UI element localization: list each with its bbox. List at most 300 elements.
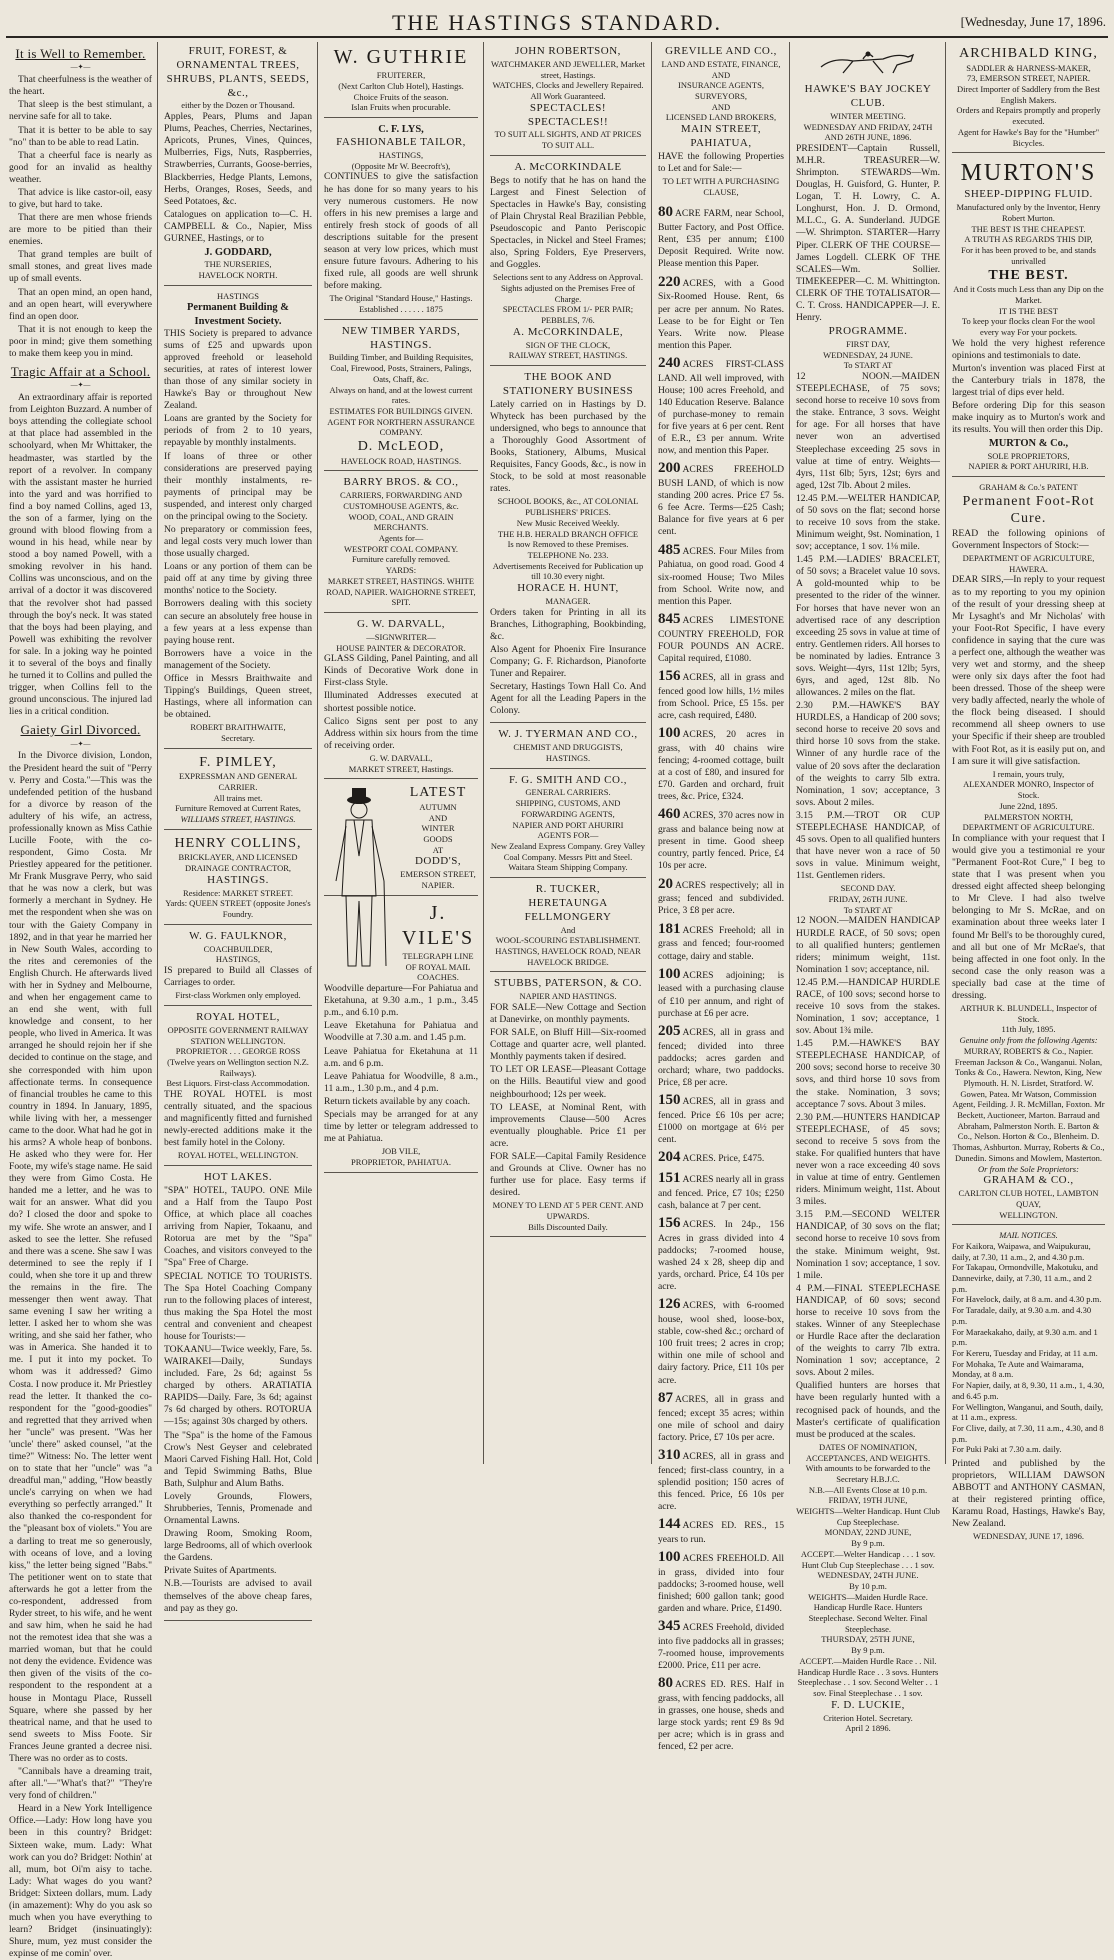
mail-schedule-item: For Kereru, Tuesday and Friday, at 11 a.m. (952, 1347, 1098, 1358)
ornament: —✦— (70, 63, 91, 72)
advert-body: The Original "Standard House," Hastings. (329, 293, 473, 304)
advert-line: AUTUMN (419, 801, 457, 812)
mail-schedule-item: For Mohaka, Te Aute and Waimarama, Monday, at 8 a.m. (952, 1358, 1084, 1380)
race-entry: 12.45 P.M.—HANDICAP HURDLE RACE, of 100 sovs; second horse to receive 10 sovs from the stakes. Nomination, 1 sov; acceptance, 1 sov. About 1¾ mile. (796, 976, 940, 1037)
advert-body: The "Spa" is the home of the Famous Crow's Nest Geyser and celebrated Maori Carved Fishing Hall. Hot, Cold and Tepid Swimming Baths, Blue Bath, Sulphur and Alum Baths. (164, 1429, 312, 1489)
advert-line: GOODS (423, 833, 453, 844)
advert-body: Building Timber, and Building Requisites, Coal, Firewood, Posts, Strainers, Palings, Oats, Chaff, &c. (328, 352, 474, 384)
advert-body: If loans of three or other considerations are preserved paying their monthly instalments, re-payments of principal may be suspended, and interest only charged on the principal owing to the Society. (164, 450, 312, 522)
advert-body: THE H.B. HERALD BRANCH OFFICE (497, 528, 639, 539)
column-rule (945, 42, 946, 1464)
advertiser-name: C. F. LYS, (378, 124, 424, 135)
advert-body: Borrowers dealing with this society can secure an absolutely free house in a few years at a less expense than paying house rent. (164, 598, 312, 646)
advert-body: And (560, 924, 576, 935)
advert-address: MAIN STREET, PAHIATUA, (680, 123, 762, 149)
advert-title: SADDLER & HARNESS-MAKER, (966, 62, 1091, 73)
lot-description: ACRES LIMESTONE COUNTRY FREEHOLD, FOR FOUR POUNDS AN ACRE. Capital required, £1080. (658, 614, 784, 664)
advert-body: SOLE PROPRIETORS, (987, 450, 1070, 461)
advertiser-name: GRAHAM & CO., (983, 1174, 1074, 1187)
lot-acreage: 150 (658, 1091, 681, 1108)
article-paragraph: Heard in a New York Intelligence Office.—Lady: How long have you been in this country? Bridget: Sixteen wake, mum. Lady: What work can you do? Bridget: Nothin' at all, mum, bot Oi'm aisy to tache. Lady: What wages do you want? Bridget: Sixteen dollars, mum. Lady (in amazement): Why do you ask so much when you have everything to learn? Bridget (insinuatingly): Shure, mum, yez must consider the expinse of me comin' over. (9, 1803, 152, 1960)
advert-murtons-dip (952, 155, 1105, 477)
race-entry: 12.45 P.M.—WELTER HANDICAP, of 50 sovs on the flat; second horse to receive 10 sovs from the stake. Minimum weight, 9st. Nomination, 1 sov; acceptance, 1 sov. 1⅛ mile. (796, 492, 940, 553)
advert-subtitle: TO LET WITH A PURCHASING CLAUSE, (662, 175, 780, 197)
advert-nursery (164, 42, 312, 286)
newspaper-title: THE HASTINGS STANDARD. (391, 10, 723, 35)
advert-body: To keep your flocks clean For the wool every way For your pockets. (961, 316, 1096, 337)
lot-acreage: 345 (658, 1618, 681, 1635)
advert-title: FASHIONABLE TAILOR, (336, 136, 466, 149)
lot-acreage: 100 (658, 965, 681, 982)
mail-schedule-item: For Napier, daily, at 8, 9.30, 11 a.m., 1, 4.30, and 6.45 p.m. (952, 1380, 1105, 1401)
lot-description: ACRES FREEHOLD. All in grass, divided into four paddocks; 3-roomed house, well finished; 600 gallon tank; good garden and whare. Price, £1490. (658, 1552, 784, 1615)
advert-body: MANAGER. (545, 595, 591, 606)
property-lot (658, 875, 784, 918)
advert-body: Is now Removed to these Premises. (507, 539, 629, 550)
article-headline: Gaiety Girl Divorced. (20, 722, 141, 738)
testimonial-letter: In compliance with your request that I would give you a testimonial re your "Permanent Foot-Rot Cure," I beg to state that I was present when you dressed eight affected sheep belonging to Mr Cleve. I had also twelve belonging to Mr S. McRae, and on examination about three weeks later I found Mr Bell's to be thoroughly cured, and all but one of Mr McRae's, that being affected in one foot only. In the second case the only reason was a specially bad case at the time of dressing. (952, 832, 1105, 1001)
advert-mccorkindale (490, 158, 646, 366)
advert-address: ROYAL HOTEL, WELLINGTON. (177, 1150, 299, 1161)
advert-body: FOR SALE, on Bluff Hill—Six-roomed Cottage and quarter acre, well planted. Monthly payments taken if desired. (490, 1027, 646, 1063)
lot-acreage: 80 (658, 204, 673, 221)
notice-subtitle: DATES OF NOMINATION, ACCEPTANCES, AND WEIGHTS. (805, 1441, 931, 1463)
advert-body: Return tickets available by any coach. (324, 1095, 470, 1107)
advert-body: WATCHES, Clocks and Jewellery Repaired. (492, 80, 644, 91)
notice-body: By 9 p.m. (851, 1645, 885, 1656)
advert-body: HAVE the following Properties to Let and for Sale:— (658, 150, 784, 174)
article-paragraph: That it is better to be able to say "no" than to be able to read Latin. (9, 124, 152, 148)
property-lot (658, 920, 784, 963)
advert-body: Begs to notify that he has on hand the Largest and Finest Selection of Spectacles in Hawke's Bay, consisting of Plain Chrystal Real Brazilian Pebble, Pseudoscopic and Panto Periscopic Spectacles, in Nickel and Steel Frames; also, Spring Folders, Eye Preservers, and Goggles. (490, 174, 646, 271)
advert-barry-bros (324, 473, 478, 613)
advert-building-society (164, 288, 312, 749)
advert-address: MARKET STREET, HASTINGS. WHITE ROAD, NAPIER. WAIGHORNE STREET, SPIT. (326, 575, 476, 608)
advert-body: And it Costs much Less than any Dip on the Market. (953, 284, 1104, 305)
article-paragraph: That advice is like castor-oil, easy to give, but hard to take. (9, 186, 152, 210)
advert-subtitle: HOUSE PAINTER & DECORATOR. (336, 642, 466, 653)
advert-body: ESTIMATES FOR BUILDINGS GIVEN. (329, 405, 473, 416)
advert-body: Woodville departure—For Pahiatua and Eketahuna, at 9.30 a.m., 1 p.m., 3.45 p.m., and 6.10 p.m. (324, 983, 478, 1019)
advert-book-stationery (490, 368, 646, 723)
column-4 (485, 42, 651, 1464)
advert-body: CONTINUES to give the satisfaction he has done for so many years to his very numerous customers. He now offers in his new premises a large and entirely fresh stock of goods of all descriptions suitable for the present season at very low prices, which must ensure future favours. Adhering to his fixed rule, all goods are well shrunk before making. (324, 171, 478, 292)
advert-body: Also Agent for Phoenix Fire Insurance Company; G. F. Richardson, Pianoforte Tuner and Repairer. (490, 643, 646, 679)
advert-foot-rot-cure (952, 479, 1105, 1225)
advert-title: NEW TIMBER YARDS, HASTINGS. (341, 324, 461, 351)
ornament: —✦— (70, 381, 91, 390)
article-paragraph: In the Divorce division, London, the President heard the suit of "Perry v. Perry and Costa."—This was the undefended petition of the husband for a divorce by reason of the adultery of his wife, an actress, professionally known as Miss Cathie Lucille Foote, with the co-respondent, Gimo Costa. Mr Priestley appeared for the petitioner. Mr Frank Musgrave Perry, who said that he was now a clerk, but was formerly a merchant in Sydney. He met the respondent when she was on tour with the Gaiety Company in 1892, and in that year he married her in New South Wales, according to the rites and ceremonies of the English Church. He afterwards lived with her in Sydney and Melbourne, and when her engagement came to an end she went, with full knowledge and consent, to her people, who lived in America. It was arranged he should rejoin her if she decided to continue on the stage, and she corresponded with him upon affectionate terms. In consequence of financial troubles he came to this country in 1894. In January, 1895, while living with her, a messenger came to the door. What had he got in his arms? A whole heap of bonbons. He asked who they were for. Her Foote, my wife's stage name. He said they were from Gimo Costa. He handed me a letter, and he was to wait for an answer. What did you do? I closed the door and spoke to my wife. She wrote an answer, and I asked to see the letter. She refused and there was a scene. She saw I was determined to see the reply if I could, when she tore it up and threw the remains in the fire. The messenger then went away. That same evening I saw her writing a letter. I asked her to whom she was writing, and she said her father, who was in America. She handed it to me. I put it into my pocket. To whom was it addressed? Gimo Costa. I now produce it. Mr Priestley read the letter. It thanked the co-respondent for the "good-goodies" and regretted that they arrived when her "uncle" was present. "Was her 'uncle' there" asked counsel, "at the time?" Witness: No. The letter went on to state that her "uncle" was "a dreadful man," adding, "How beastly uncle's carrying on when we had everything so perfectly arranged." It also thanked the co-respondent for the "pleasant box of violets." You are a darling to treat me so generously, with oceans of love, and a loving kiss," the letter being signed "Babs." The petitioner went on to state that afterwards he got a letter from the co-respondent, addressed from Ryder street, to his wife, and he went and saw him, when he said he had not the remotest idea that she was a married woman, but that he could not deny the evidence. Evidence was then given of the visits of the co-respondent to the respondent at a house in Montagu Place, Russell Square, where she passed by her theatrical name, and that he used to send sweets to Miss Foote. Sir Frances Jeune granted a decree nisi. There was no order as to costs. (9, 750, 152, 1764)
advert-line: AND (711, 69, 731, 80)
article-headline: Tragic Affair at a School. (10, 363, 151, 379)
lot-acreage: 156 (658, 667, 681, 684)
advert-body: Leave Pahiatua for Woodville, 8 a.m., 11 a.m., 1.30 p.m., and 4 p.m. (324, 1070, 478, 1094)
lot-description: ACRES. Price, £475. (682, 1153, 765, 1165)
advert-body: Loans or any portion of them can be paid off at any time by giving three months' notice to the Society. (164, 561, 312, 597)
lot-description: ACRES. Four Miles from Pahiatua, on good road. Good 4 six-roomed House; Two Miles from School. Write now, and mention this Paper. (658, 545, 784, 607)
advert-body: DEPARTMENT OF AGRICULTURE, HAWERA. (962, 553, 1095, 574)
advertiser-name: W. J. TYERMAN AND CO., (498, 728, 638, 741)
article-paragraph: That a cheerful face is nearly as good for an invalid as healthy weather. (9, 149, 152, 185)
race-entry: 12 NOON.—MAIDEN HANDICAP HURDLE RACE, of 50 sovs; open to all qualified hunters; gentlemen riders; minimum weight, 11st. Nomination 1 sov; acceptance, nil. (796, 915, 940, 975)
lot-acreage: 156 (658, 1214, 681, 1231)
advert-body: TO LEASE, at Nominal Rent, with improvements Clause—500 Acres eventually ploughable. Price £1 per acre. (490, 1101, 646, 1149)
advert-tyerman (490, 725, 646, 768)
advert-body: IT IS THE BEST (999, 305, 1058, 316)
advert-body: Before ordering Dip for this season make inquiry as to Murton's work and its results. You will then order this Dip. (952, 400, 1105, 436)
advert-body: TOKAANU—Twice weekly, Fare, 5s. WAIRAKEI—Daily, Sundays included. Fare, 2s 6d; against 5s charged by others. ARATIATIA RAPIDS—Daily. Fare, 3s 6d; against 7s 6d charged by others. ROTORUA—15s; against 30s charged by others. (164, 1343, 312, 1428)
day-date: MONDAY, 22ND JUNE, (824, 1527, 912, 1538)
property-listings (658, 203, 784, 1753)
day-date: WEDNESDAY, 24TH JUNE. (817, 1570, 919, 1581)
lot-description: ACRES, with a Good Six-Roomed House. Rent, 6s per acre per annum. No Rates. Lease to be for Eight or Ten Years. Write now. Please mention this Paper. (658, 277, 784, 351)
advert-dodds (324, 781, 478, 895)
advert-body: WESTPORT COAL COMPANY. (343, 543, 459, 554)
advert-body: All trains met. (213, 792, 263, 803)
day-heading: SECOND DAY. (840, 883, 896, 894)
notice-signature: F. D. LUCKIE, (831, 1698, 905, 1711)
mail-schedule-item: For Clive, daily, at 7.30, 11 a.m., 4.30, and 8 p.m. (952, 1422, 1104, 1444)
advert-guthrie (324, 42, 478, 118)
article-paragraph: That grand temples are built of small stones, and great lives made up of small events. (9, 249, 152, 285)
imprint: Printed and published by the proprietors, WILLIAM DAWSON ABBOTT and ANTHONY CASMAN, at their registered printing office, Karamu Road, Hastings, Hawke's Bay, New Zealand. (952, 1458, 1105, 1530)
mail-schedule-item: For Taradale, daily, at 9.30 a.m. and 4.30 p.m. (952, 1305, 1092, 1326)
column-6 (791, 42, 945, 1734)
advert-body: THE ROYAL HOTEL is most centrally situated, and the spacious and magnificently fitted and furnished newly-erected additions make it the best family hotel in the Colony. (164, 1089, 312, 1149)
notice-title: HAWKE'S BAY JOCKEY CLUB. (804, 83, 932, 109)
advertiser-name: JOHN ROBERTSON, (515, 45, 621, 57)
advertiser-name: HORACE H. HUNT, (517, 582, 619, 595)
lot-acreage: 87 (658, 1389, 673, 1406)
property-lot (658, 1446, 784, 1513)
advert-body: Or from the Sole Proprietors: (978, 1163, 1079, 1174)
lot-description: ACRES FREEHOLD BUSH LAND, of which is now standing 200 acres. Price £7 5s. 6 fee Acre. Terms—£25 Cash; Balance for five years at 6 per cent. (658, 464, 784, 538)
advert-body: THIS Society is prepared to advance sums of £25 and upwards upon approved freehold or leasehold securities, at rates of interest lower than those of any similar society in Hawke's Bay or throughout New Zealand. (164, 327, 312, 412)
advert-hot-lakes (164, 1168, 312, 1621)
advert-body: GLASS Gilding, Panel Painting, and all Kinds of Decorative Work done in First-class Style. (324, 653, 478, 689)
lot-acreage: 205 (658, 1022, 681, 1039)
column-2 (159, 42, 317, 1614)
advert-title: COACHBUILDER, (203, 943, 273, 954)
lot-acreage: 80 (658, 1675, 673, 1692)
start-label: To START AT (843, 360, 893, 371)
advert-faulknor (164, 927, 312, 1006)
property-lot (658, 354, 784, 457)
advert-body: FOR SALE—New Cottage and Section at Danevirke, on monthly payments. (490, 1002, 646, 1026)
advert-stubbs-paterson (490, 974, 646, 1237)
advert-address: HAVELOCK NORTH. (198, 269, 278, 280)
advert-body: Specials may be arranged for at any time by letter or telegram addressed to me at Pahiatua. (324, 1108, 478, 1145)
advert-body: We hold the very highest reference opinions and testimonials to date. (952, 337, 1105, 361)
advert-title: CARRIERS, FORWARDING AND CUSTOMHOUSE AGENTS, &c. (339, 490, 463, 511)
agent-list: MURRAY, ROBERTS & Co., Napier. Freeman Jackson & Co., Wanganui. Nolan, Tonks & Co., Hawera. Newton, King, New Plymouth. H. N. Lisrdet, Stratford. W. Gowen, Patea. Mr Watson, Commission Agent, Feilding. J. R. McMillan, Foxton. Mr Beckett, Auctioneer, Marton. Barraud and Abraham, Palmerston North. E. Barton & Co., Nelson. Horton & Co., Blenheim. D. Thomas, Ashburton. Murray, Roberts & Co., Dunedin. Simons and Mowlem, Masterton. (952, 1045, 1105, 1163)
advert-title: CHEMIST AND DRUGGISTS, (513, 742, 623, 753)
lot-acreage: 845 (658, 610, 681, 627)
advert-signature: JOB VILE, (381, 1146, 421, 1157)
lot-description: ACRES, 20 acres in grass, with 40 chains wire fencing; 4-roomed cottage, built at a cost of £80, and insured for £70. Garden and orchard, fruit trees, &c. Price, £324. (658, 729, 784, 803)
advert-body: Orders taken for Printing in all its Branches, Lithographing, Bookbinding, &c. (490, 606, 646, 642)
advert-body: SPECTACLES FROM 1/- PER PAIR; PEBBLES, 7/6. (502, 304, 634, 326)
advert-body: TELEPHONE No. 233. (527, 549, 609, 560)
advert-address: WELLINGTON. (999, 1209, 1058, 1220)
advert-address: Yards: QUEEN STREET (opposite Jones's Foundry. (165, 898, 311, 920)
advert-title: FRUIT, FOREST, & ORNAMENTAL TREES, SHRUBS, PLANTS, SEEDS, &c., (166, 45, 310, 99)
advertiser-name: MURTON & Co., (988, 438, 1069, 450)
property-lot (658, 1148, 784, 1167)
advert-body: Advertisements Received for Publication up till 10.30 every night. (492, 560, 644, 582)
advert-body: No preparatory or commission fees, and legal costs very much lower than those usually charged. (164, 524, 312, 560)
advertiser-name: D. McLEOD, (357, 439, 445, 455)
advert-body: READ the following opinions of Government Inspectors of Stock:— (952, 527, 1105, 551)
lot-acreage: 485 (658, 541, 681, 558)
lot-description: ACRES FIRST-CLASS LAND. All well improved, with House; 100 acres Freehold, and 140 Education Reserve. Balance of purchase-money to remain for five years at 6 per cent. Rent of E.R., £3 per annum. Write now, and mention this Paper. (658, 358, 784, 457)
advert-fg-smith (490, 771, 646, 878)
advert-town: HASTINGS. (545, 752, 591, 763)
advert-body: Borrowers have a voice in the management of the Society. (164, 647, 312, 671)
advert-slogan: THE BEST. (988, 267, 1069, 283)
lot-acreage: 204 (658, 1149, 681, 1166)
notice-title: MAIL NOTICES. (999, 1230, 1058, 1241)
advert-title: LATEST (409, 785, 467, 801)
article-paragraph: That an open mind, an open hand, and an open heart, will everywhere find an open door. (9, 286, 152, 322)
advert-subtitle: WOOL-SCOURING ESTABLISHMENT. (495, 935, 641, 946)
mail-schedule-item: For Wellington, Wanganui, and South, daily, at 11 a.m., express. (952, 1401, 1103, 1423)
advert-signature: Secretary. (221, 732, 255, 743)
advert-body: Lately carried on in Hastings by D. Whyteck has been purchased by the undersigned, who begs to announce that a Thoroughly Good Assortment of Books, Stationery, Albums, Musical Requisites, Fancy Goods, &c., is now in Stock, to be sold at most reasonable rates. (490, 398, 646, 495)
advertiser-name: R. TUCKER, (535, 883, 601, 896)
advert-label: HASTINGS (216, 290, 260, 301)
advert-body: DEPARTMENT OF AGRICULTURE. (962, 822, 1095, 833)
advertiser-name: DODD'S, (414, 855, 462, 868)
lot-acreage: 100 (658, 725, 681, 742)
mail-schedule-item: For Puki Paki at 7.30 a.m. daily. (952, 1444, 1062, 1455)
advert-line: INSURANCE AGENTS, (678, 80, 764, 91)
advert-line: WINTER (421, 823, 455, 834)
advert-lys (324, 120, 478, 320)
advert-body: New Zealand Express Company. Grey Valley Coal Company. Messrs Pitt and Steel. Waitara Steam Shipping Company. (490, 840, 646, 873)
advert-title: NAPIER AND HASTINGS. (519, 991, 617, 1002)
advert-body: TO LET OR LEASE—Pleasant Cottage on the Hills. Beautiful view and good neighbourhood; 12s per week. (490, 1064, 646, 1100)
advert-address: MARKET STREET, Hastings. (348, 763, 454, 774)
lot-acreage: 100 (658, 1548, 681, 1565)
advert-body: Choice Fruits of the season. (353, 91, 449, 102)
advert-body: N.B.—Tourists are advised to avail themselves of the above cheap fares, and pay as they go. (164, 1578, 312, 1614)
ornament: —✦— (70, 739, 91, 748)
advert-title: THE BOOK AND STATIONERY BUSINESS (502, 371, 634, 397)
mail-schedule-item: For Takapau, Ormondville, Makotuku, and Dannevirke, daily, at 7.30, 11 a.m., and 2 p.m. (952, 1262, 1098, 1294)
advert-line: SURVEYORS, (695, 90, 747, 101)
advert-signature: ARTHUR K. BLUNDELL, Inspector of Stock. (960, 1003, 1097, 1024)
lot-description: ACRES, all in grass and fenced; except 35 acres; within one mile of school and dairy factory. Price, £7 10s per acre. (658, 1393, 784, 1443)
lot-description: ACRES respectively; all in grass; fenced and subdivided. Price, 3 £8 per acre. (658, 879, 784, 917)
imprint-date: WEDNESDAY, JUNE 17, 1896. (973, 1531, 1084, 1542)
advert-subtitle: either by the Dozen or Thousand. (181, 100, 295, 111)
advert-address: Residence: MARKET STREET. (183, 887, 293, 898)
advert-body: SPECIAL NOTICE TO TOURISTS. The Spa Hotel Coaching Company run to the following places of interest, thus making the Spa Hotel the most central and convenient and cheapest house for Tourists:— (164, 1270, 312, 1342)
article-paragraph: That sleep is the best stimulant, a nervine safe for all to take. (9, 99, 152, 123)
advert-body: Manufactured only by the Inventor, Henry Robert Murton. (956, 202, 1101, 224)
racehorse-illustration (813, 47, 923, 77)
advert-town: HASTINGS, (378, 150, 424, 161)
advert-body: New Music Received Weekly. (516, 517, 620, 528)
advertiser-name: MURTON'S (960, 160, 1097, 187)
advert-body: A TRUTH AS REGARDS THIS DIP, (964, 234, 1093, 245)
masthead (6, 4, 1108, 38)
lot-description: ACRE FARM, near School, Butter Factory, and Post Office. Rent, £35 per annum; £100 Deposit Required. Write now. Please mention this Paper. (658, 208, 784, 270)
property-lot (658, 273, 784, 352)
lot-acreage: 20 (658, 875, 673, 892)
property-lot (658, 1022, 784, 1089)
advert-body: PROPRIETOR . . . GEORGE ROSS (175, 1046, 301, 1057)
notice-officers: PRESIDENT—Captain Russell, M.H.R. TREASURER—W. Shrimpton. STEWARDS—Wm. Douglas, H. Guisford, G. Hunter, P. Logan, T. H. Lowry, C. A. Longhurst, Hon. J. D. Ormond, M.L.C., G. A. Sunderland. JUDGE—W. Shrimpton. STARTER—Harry Piper. CLERK OF THE COURSE—James Logdell. CLERK OF THE SCALES—Wm. Sollier. TIMEKEEPER—C. M. Whittington. CLERK OF THE TOTALISATOR—C. T. Cross. HANDICAPPER—J. E. Henry. (796, 142, 940, 323)
advertiser-name: A. McCORKINDALE, (512, 325, 624, 338)
property-lot (658, 459, 784, 538)
property-lot (658, 1091, 784, 1146)
advert-body: For it has been proved to be, and stands unrivalled (961, 245, 1096, 266)
advert-body: WOOD, COAL, AND GRAIN MERCHANTS. (348, 511, 454, 533)
lot-description: ACRES ED. RES., 15 years to run. (658, 1519, 784, 1545)
column-rule (651, 42, 652, 1464)
notice-signature: April 2 1896. (845, 1723, 891, 1734)
lot-acreage: 220 (658, 273, 681, 290)
advert-body: Office in Messrs Braithwaite and Tipping's Buildings, Queen street, Hastings, where all information can be obtained. (164, 672, 312, 721)
advert-town: HASTINGS. (207, 873, 269, 886)
advert-body: Catalogues on application to—C. H. CAMPBELL & Co., Napier, Miss GURNEE, Hastings, or to (164, 208, 312, 244)
article-headline: It is Well to Remember. (15, 46, 146, 61)
advert-robertson (490, 42, 646, 156)
advert-line: LAND AND ESTATE, FINANCE, (661, 58, 781, 69)
advert-pimley (164, 751, 312, 830)
advert-body: Orders and Repairs promptly and properly executed. (956, 105, 1101, 127)
notice-body: WEIGHTS—Welter Handicap. Hunt Club Cup Steeplechase. (796, 1506, 940, 1527)
article-paragraph: That there are men whose friends are more to be pitied than their enemies. (9, 212, 152, 248)
advert-title: ROYAL HOTEL, (196, 1010, 280, 1023)
lot-description: ACRES, all in grass and fenced; divided into three paddocks; acres garden and orchard; whare, two paddocks. Price, £8 per acre. (658, 1026, 784, 1088)
advert-body: Murton's invention was placed First at the Canterbury trials in 1878, the largest trial of dips ever held. (952, 362, 1105, 399)
start-label: To START AT (843, 904, 893, 915)
advert-king-saddler (952, 42, 1105, 153)
column-1 (4, 42, 157, 1960)
advert-body: Loans are granted by the Society for periods of from 2 to 10 years, repayable by monthly instalments. (164, 413, 312, 449)
notice-dates: WEDNESDAY AND FRIDAY, 24TH AND 26TH JUNE, 1896. (803, 121, 933, 143)
advertiser-name: J. VILE'S (401, 901, 475, 949)
notice-body: Qualified hunters are horses that have been regularly hunted with a recognised pack of hounds, and the Master's certificate of qualification must be produced at the scales. (796, 1380, 940, 1440)
notice-subtitle: WINTER MEETING. (830, 110, 906, 121)
advert-body: All Work Guaranteed. (530, 90, 606, 101)
advert-body: Direct Importer of Saddlery from the Best English Makers. (956, 84, 1101, 105)
gentleman-illustration (324, 786, 394, 976)
advert-title: Permanent Building & Investment Society. (186, 302, 290, 327)
advert-body: Agent for Hawke's Bay for the "Humber" Bicycles. (957, 126, 1100, 148)
column-5 (653, 42, 789, 1753)
column-3 (319, 42, 483, 1464)
advert-greville (658, 42, 784, 201)
mail-notices (952, 1227, 1105, 1546)
advert-body: IS prepared to Build all Classes of Carriages to order. (164, 965, 312, 989)
advert-signature: PROPRIETOR, PAHIATUA. (351, 1156, 451, 1167)
advert-timber-yards (324, 322, 478, 472)
advert-body: AGENTS FOR— (537, 830, 599, 841)
advert-signature: G. W. DARVALL, (369, 752, 433, 763)
lot-description: ACRES, with 6-roomed house, wool shed, loose-box, stable, cow-shed &c.; orchard of 100 fruit trees; 2 acres in crop; within one mile of school and dairy factory. Price, £11 10s per acre. (658, 1300, 784, 1386)
advert-body: June 22nd, 1895. (999, 800, 1058, 811)
column-rule (317, 42, 318, 1464)
advert-body: (Twelve years on Wellington section N.Z. Railways). (167, 1056, 309, 1078)
mail-schedule-item: For Maraekakaho, daily, at 9.30 a.m. and 1 p.m. (952, 1326, 1098, 1348)
advert-address: (Opposite Mr W. Beecroft's), (351, 160, 451, 171)
advert-line: AT (432, 844, 444, 855)
advert-body: Private Suites of Apartments. (164, 1565, 277, 1577)
advert-address: HAVELOCK ROAD, HASTINGS. (340, 455, 462, 466)
advert-body: YARDS: (385, 565, 417, 576)
race-entry: 4 P.M.—FINAL STEEPLECHASE HANDICAP, of 60 sovs; second horse to receive 10 sovs from the stakes. Winner of any Steeplechase or Hurdle Race after the declaration of the weights to carry 7lb extra. Nomination 1 sov; acceptance, 2 sovs. About 2 miles. (796, 1282, 940, 1379)
advertiser-name: W. GUTHRIE (333, 46, 469, 68)
advert-address: WILLIAMS STREET, HASTINGS. (180, 814, 296, 825)
advert-title: FRUITERER, (376, 70, 426, 81)
issue-date: [Wednesday, June 17, 1896. (960, 14, 1106, 29)
advert-body: Genuine only from the following Agents: (959, 1035, 1098, 1046)
advert-title: HERETAUNGA FELLMONGERY (524, 896, 612, 923)
lot-description: ACRES Freehold, divided into five paddocks all in grasses; 7-roomed house, improvements £2000. Price, £11 per acre. (658, 1622, 784, 1672)
advert-address: 73, EMERSON STREET, NAPIER. (966, 73, 1091, 84)
advert-title: GENERAL CARRIERS. (525, 787, 611, 798)
lot-description: ACRES ED. RES. Half in grass, with fencing paddocks, all in grasses, one house, sheds and large stock yards; rent £9 8s 9d per acre; which is in grass and fenced, £2 per acre. (658, 1679, 784, 1753)
property-lot (658, 724, 784, 803)
property-lot (658, 203, 784, 270)
advertiser-name: F. PIMLEY, (199, 754, 277, 770)
notice-body: ACCEPT.—Welter Handicap . . . 1 sov. Hunt Club Cup Steeplechase . . . 1 sov. (800, 1548, 936, 1570)
advertiser-name: J. GODDARD, (204, 247, 272, 258)
mail-schedule-item: For Havelock, daily, at 8 a.m. and 4.30 p.m. (952, 1294, 1102, 1305)
advertiser-name: A. McCORKINDALE (514, 160, 622, 173)
advert-signature: ROBERT BRAITHWAITE, (190, 722, 286, 733)
lot-acreage: 181 (658, 920, 681, 937)
advert-body: Furniture carefully removed. (352, 554, 450, 565)
advert-title: EXPRESSMAN AND GENERAL CARRIER. (178, 771, 298, 792)
property-lot (658, 1674, 784, 1753)
advert-title: HOT LAKES. (203, 1171, 273, 1184)
advert-title: WATCHMAKER AND JEWELLER, Market street, Hastings. (491, 58, 645, 80)
race-entry: 3.15 P.M.—SECOND WELTER HANDICAP, of 30 sovs on the flat; second horse to receive 10 sovs from the stake. Minimum weight, 9st. Nomination 1 sov; acceptance, 1 sov. 1 mile. (796, 1209, 940, 1281)
advert-address: EMERSON STREET, (400, 869, 476, 880)
advert-body: 11th July, 1895. (1001, 1024, 1056, 1035)
race-entry: 2.30 P.M.—HAWKE'S BAY HURDLES, a Handicap of 200 sovs; second horse to receive 20 sovs and third horse 10 sovs from the stake. Winner of any hurdle race of the value of 20 sovs after the declaration of the weights to carry 5lb extra. Nomination, 1 sov; acceptance, 3 sovs. About 2 miles. (796, 700, 940, 808)
property-lot (658, 965, 784, 1020)
advert-body: Leave Pahiatua for Eketahuna at 11 a.m. and 6 p.m. (324, 1045, 478, 1069)
advert-body: SCHOOL BOOKS, &c., AT COLONIAL PUBLISHERS' PRICES. (497, 496, 639, 518)
race-entry: 2.30 P.M.—HUNTERS HANDICAP STEEPLECHASE, of 45 sovs; second to receive 5 sovs from the stake. For qualified hunters that have never won a race exceeding 40 sovs in value at time of entry. Gentlemen riders. Minimum weight, 11st. About 3 miles. (796, 1111, 940, 1208)
day-date: THURSDAY, 25TH JUNE, (821, 1634, 915, 1645)
property-lot (658, 610, 784, 665)
advertiser-name: BARRY BROS. & CO., (343, 476, 459, 489)
advertiser-name: ARCHIBALD KING, (959, 46, 1098, 61)
property-lot (658, 667, 784, 722)
property-lot (658, 1214, 784, 1293)
advert-body: Drawing Room, Smoking Room, large Bedrooms, all of which overlook the Gardens. (164, 1528, 312, 1564)
advert-address: (Next Carlton Club Hotel), Hastings. (338, 80, 464, 91)
advert-address: NAPIER AND PORT AHURIRI (512, 819, 624, 830)
property-lot (658, 805, 784, 872)
advert-body: Secretary, Hastings Town Hall Co. And Agent for all the Leading Papers in the Colony. (490, 681, 646, 717)
day-date: FRIDAY, 19TH JUNE, (828, 1495, 908, 1506)
advert-body: Best Liquors. First-class Accommodation. (166, 1078, 310, 1089)
advert-body: SIGN OF THE CLOCK, (525, 339, 611, 350)
advert-title: SPECTACLES! SPECTACLES!! (527, 101, 609, 128)
advertiser-name: HENRY COLLINS, (174, 835, 302, 851)
advert-body: PALMERSTON NORTH, (984, 811, 1073, 822)
advert-body: MONEY TO LEND AT 5 PER CENT. AND UPWARDS. (492, 1200, 644, 1221)
day-date: FRIDAY, 26TH JUNE. (828, 894, 908, 905)
